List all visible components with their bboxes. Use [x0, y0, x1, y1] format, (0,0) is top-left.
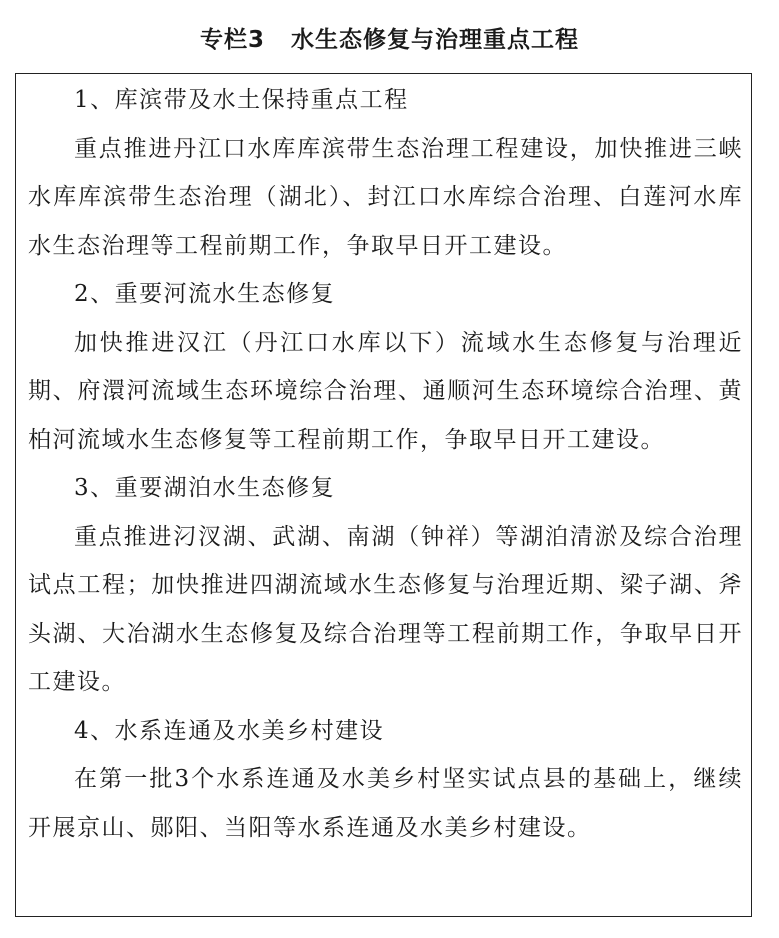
- column-title: [0, 24, 779, 56]
- column-box: [15, 73, 752, 917]
- section-heading-3: 3、重要湖泊水生态修复: [74, 475, 336, 501]
- section-heading-4: 4、水系连通及水美乡村建设: [74, 717, 385, 744]
- column-label: 专栏3: [199, 27, 265, 53]
- section-body-3: 重点推进汈汊湖、武湖、南湖（钟祥）等湖泊清淤及综合治理试点工程；加快推进四湖流域水生态修复与治理近期、梁子湖、斧头湖、大冶湖水生态修复及综合治理等工程前期工作，争取早日开工建设。: [28, 523, 743, 695]
- section-heading-2: 2、重要河流水生态修复: [74, 281, 336, 307]
- section-body-2: 加快推进汉江（丹江口水库以下）流域水生态修复与治理近期、府澴河流域生态环境综合治理、通顺河生态环境综合治理、黄柏河流域水生态修复等工程前期工作，争取早日开工建设。: [28, 329, 743, 453]
- column-title-text: 水生态修复与治理重点工程: [291, 27, 579, 53]
- column-content: [28, 76, 743, 852]
- section-heading-1: 1、库滨带及水土保持重点工程: [74, 87, 409, 113]
- section-body-4: 在第一批3个水系连通及水美乡村坚实试点县的基础上，继续开展京山、郧阳、当阳等水系连通及水美乡村建设。: [28, 766, 743, 841]
- section-body-1: 重点推进丹江口水库库滨带生态治理工程建设，加快推进三峡水库库滨带生态治理（湖北）、封江口水库综合治理、白莲河水库水生态治理等工程前期工作，争取早日开工建设。: [28, 135, 743, 259]
